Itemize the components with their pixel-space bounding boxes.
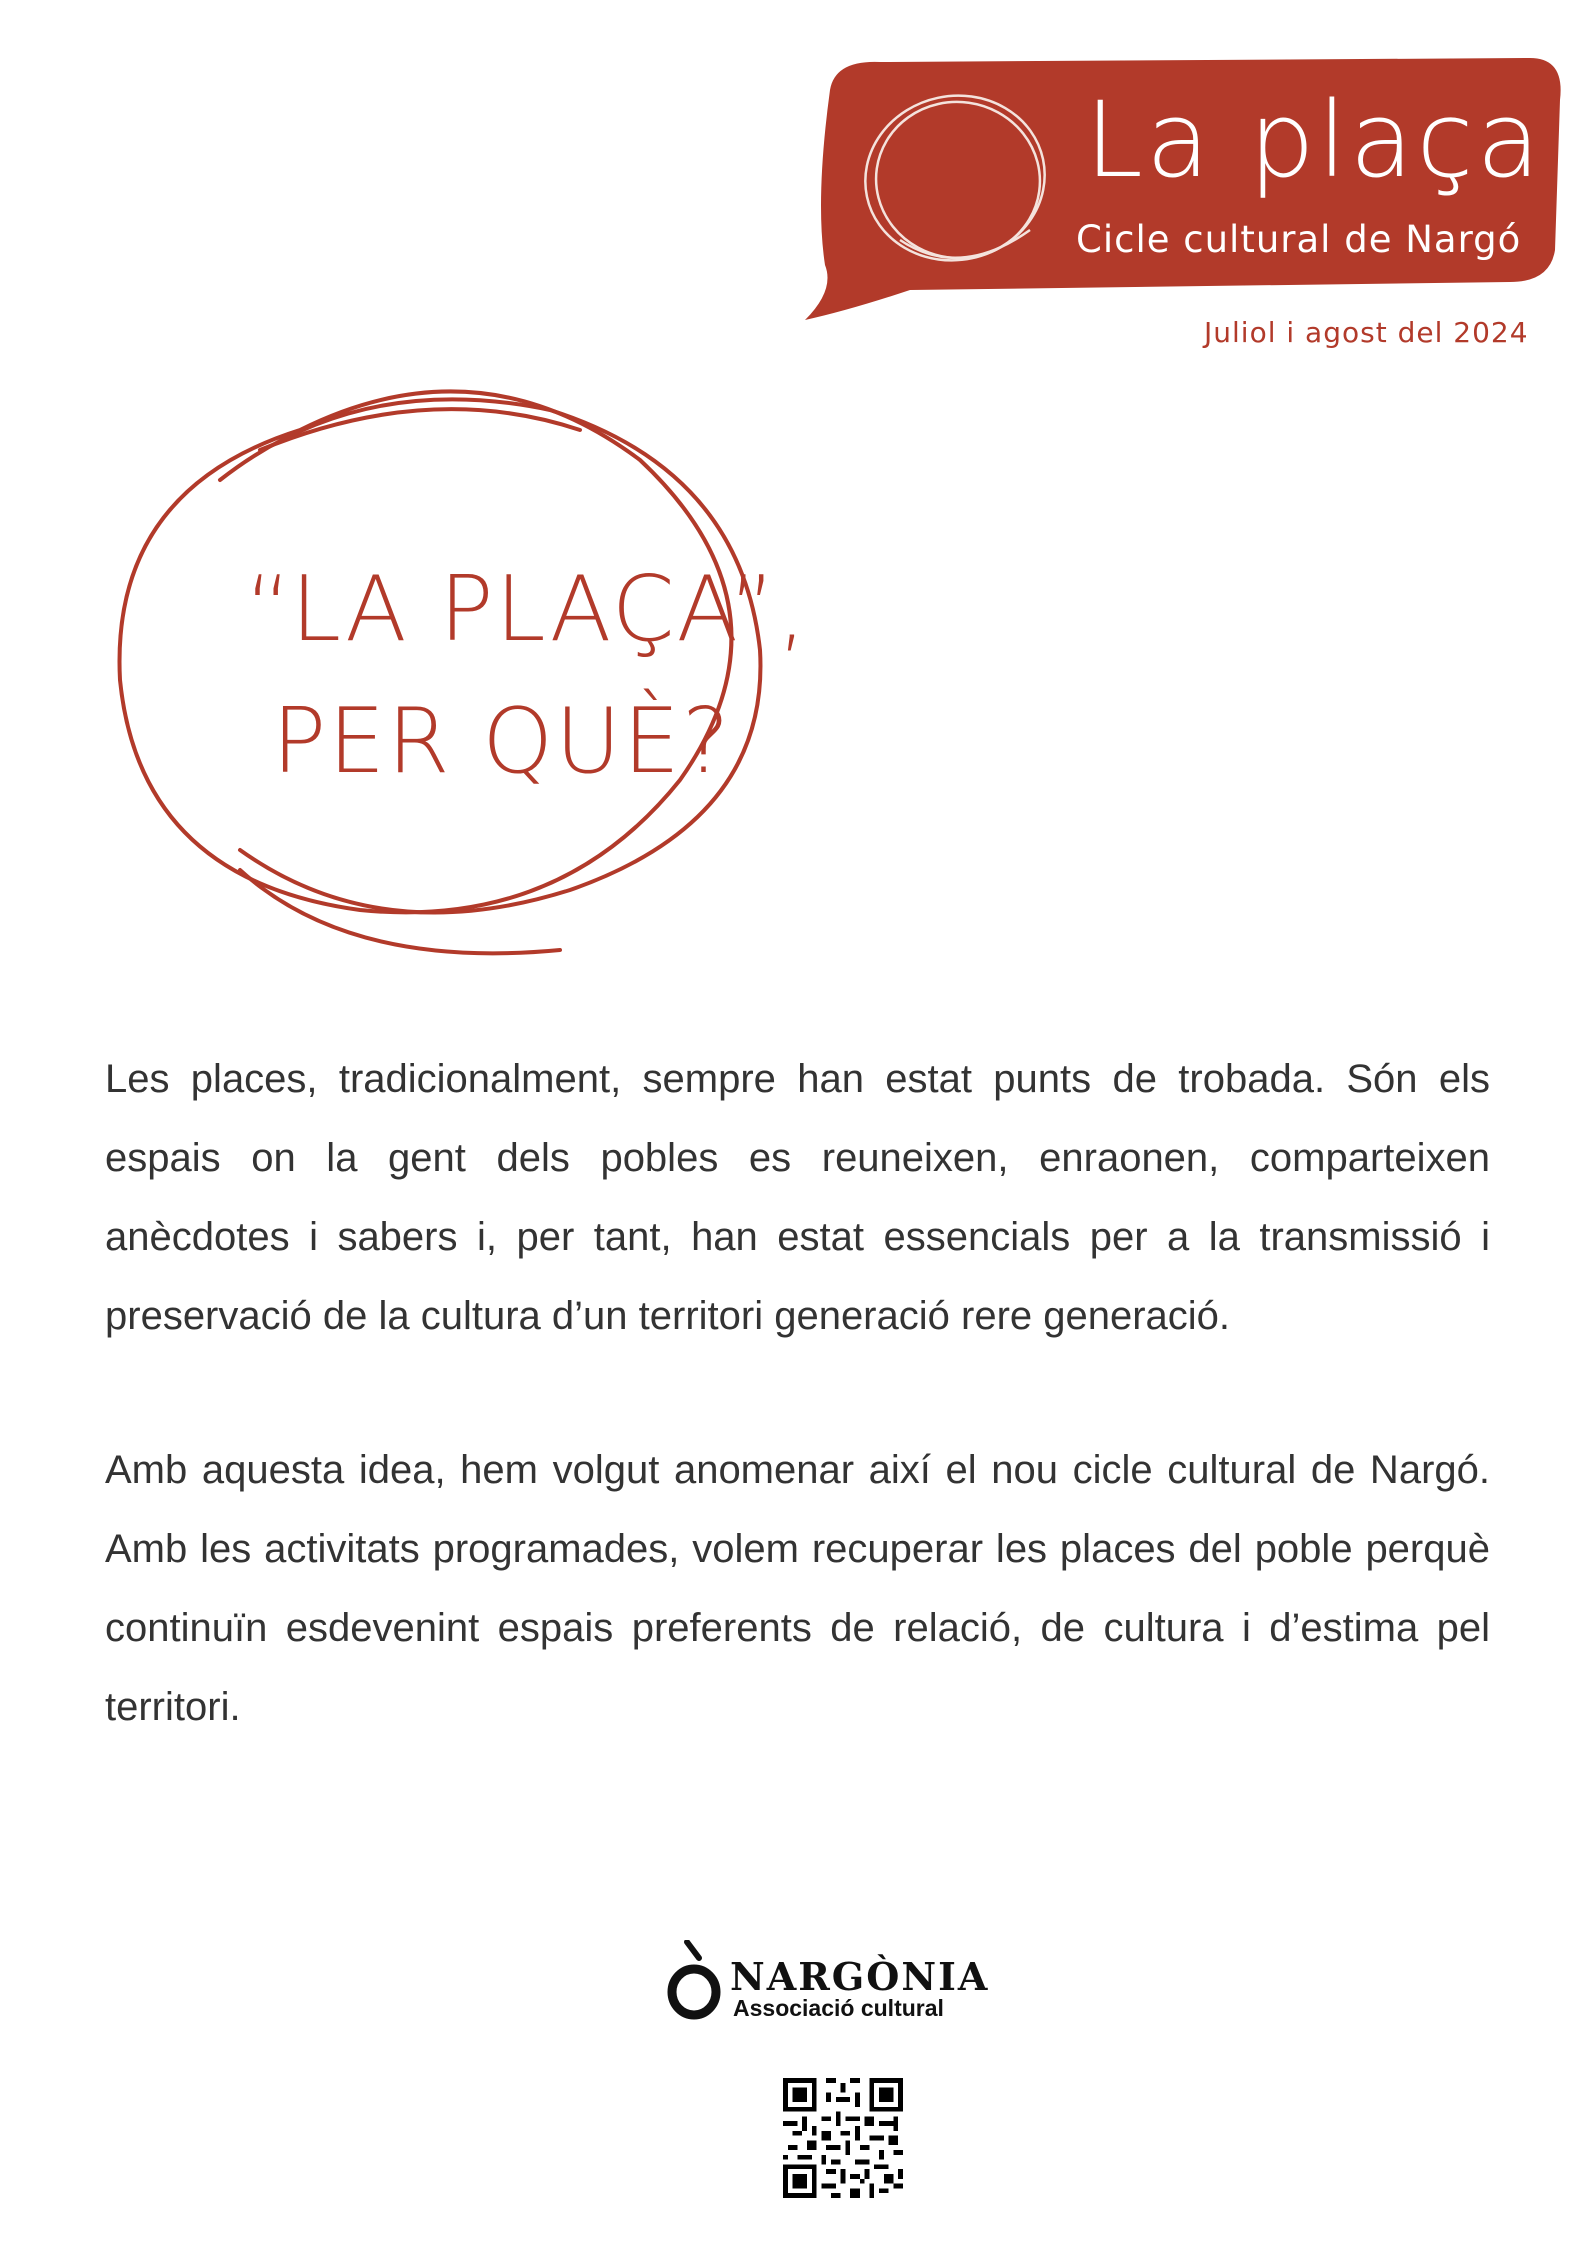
organization-name: NARGÒNIA [730,1954,990,1999]
heading-line-2: PER QUÈ? [272,689,732,794]
header-subtitle: Cicle cultural de Nargó [1076,218,1522,261]
o-grave-icon [665,1940,727,2020]
body-paragraph-1: Les places, tradicionalment, sempre han estat punts de trobada. Són els espais on la gent dels pobles es reuneixen, enraonen, comparteixen anècdotes i sabers i, per tant, han estat essencials per a la transmissió i preservació de la cultura d’un territori generació rere generació. [105,1057,1490,1338]
qr-code [783,2078,903,2198]
organization-tagline: Associació cultural [733,1995,944,2021]
header-title: La plaça [1085,79,1544,201]
organization-logo [665,1940,990,2021]
header-date: Juliol i agost del 2024 [1204,316,1529,349]
heading-line-1: “LA PLAÇA”, [245,557,809,662]
body-paragraph-2: Amb aquesta idea, hem volgut anomenar així el nou cicle cultural de Nargó. Amb les activitats programades, volem recuperar les places del poble perquè continuïn esdevenint espais preferents de relació, de cultura i d’estima pel territori. [105,1448,1490,1729]
